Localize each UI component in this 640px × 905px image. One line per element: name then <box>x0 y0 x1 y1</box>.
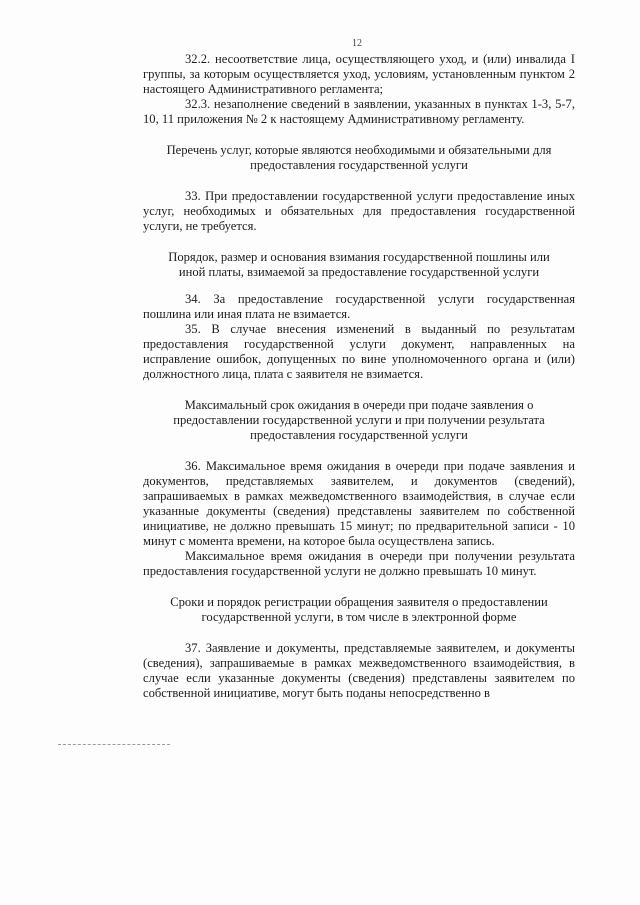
paragraph-33: 33. При предоставлении государственной услуги предоставление иных услуг, необходимых и обязательных для предоставления государственной услуги, не требуется. <box>143 189 575 233</box>
section-heading-fee: Порядок, размер и основания взимания государственной пошлины или иной платы, взимаемой за предоставление государственной услуги <box>168 250 550 279</box>
footer-divider <box>58 744 170 745</box>
paragraph-37: 37. Заявление и документы, представляемые заявителем, и документы (сведения), запрашиваемые в рамках межведомственного взаимодействия, в случае если указанные документы (сведения) представлены заявителем по собственной инициативе, могут быть поданы непосредственно в <box>143 641 575 700</box>
page-number: 12 <box>352 38 362 49</box>
paragraph-36: 36. Максимальное время ожидания в очереди при подаче заявления и документов, представляемых заявителем, и документов (сведений), запрашиваемых в рамках межведомственного взаимодействия, в случае если указанные документы (сведения) представлены заявителем по собственной инициативе, не должно превышать 15 минут; по предварительной записи - 10 минут с момента времени, на которое была осуществлена запись. <box>143 459 575 548</box>
paragraph-34: 34. За предоставление государственной услуги государственная пошлина или иная плата не взимается. <box>143 292 575 321</box>
paragraph-36-result: Максимальное время ожидания в очереди при получении результата предоставления государственной услуги не должно превышать 10 минут. <box>143 549 575 578</box>
section-heading-waiting-time: Максимальный срок ожидания в очереди при подаче заявления о предоставлении государственной услуги и при получении результата предоставления государственной услуги <box>173 398 545 442</box>
section-heading-necessary-services: Перечень услуг, которые являются необходимыми и обязательными для предоставления государственной услуги <box>166 143 552 172</box>
section-heading-registration: Сроки и порядок регистрации обращения заявителя о предоставлении государственной услуги, в том числе в электронной форме <box>170 595 548 624</box>
paragraph-32-2: 32.2. несоответствие лица, осуществляющего уход, и (или) инвалида I группы, за которым осуществляется уход, условиям, установленным пунктом 2 настоящего Административного регламента; <box>143 52 575 96</box>
paragraph-32-3: 32.3. незаполнение сведений в заявлении, указанных в пунктах 1-3, 5-7, 10, 11 приложения № 2 к настоящему Административному регламенту. <box>143 97 575 126</box>
paragraph-35: 35. В случае внесения изменений в выданный по результатам предоставления государственной услуги документ, направленных на исправление ошибок, допущенных по вине уполномоченного органа и (или) должностного лица, плата с заявителя не взимается. <box>143 322 575 381</box>
document-body <box>143 52 575 701</box>
